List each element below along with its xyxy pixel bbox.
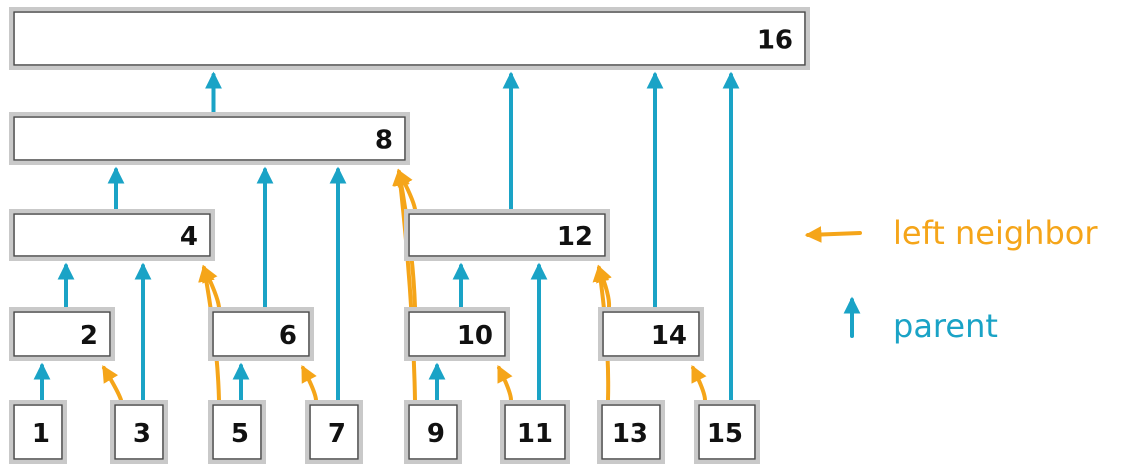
- neighbor-edge-11-to-10: [499, 368, 511, 400]
- node-7-label: 7: [327, 419, 346, 449]
- node-1-label: 1: [31, 419, 50, 449]
- node-12: [407, 212, 607, 258]
- node-14-label: 14: [650, 321, 687, 351]
- node-4: [12, 212, 212, 258]
- node-15-label: 15: [706, 419, 743, 449]
- neighbor-edge-7-to-6: [303, 368, 316, 400]
- node-15: [697, 403, 757, 461]
- node-9-label: 9: [426, 419, 445, 449]
- node-16-box: [12, 10, 807, 67]
- node-14: [601, 310, 701, 358]
- node-6-label: 6: [278, 321, 297, 351]
- node-16-label: 16: [756, 25, 793, 56]
- boxes-layer: [12, 10, 807, 461]
- node-6: [211, 310, 311, 358]
- node-1: [12, 403, 64, 461]
- legend: [808, 214, 1098, 345]
- node-3-label: 3: [132, 419, 151, 449]
- node-5: [211, 403, 263, 461]
- neighbor-edge-15-to-14: [693, 368, 705, 400]
- node-11: [503, 403, 567, 461]
- node-2: [12, 310, 112, 358]
- node-7: [308, 403, 360, 461]
- neighbor-edge-3-to-2: [104, 368, 121, 400]
- node-10: [407, 310, 507, 358]
- node-8: [12, 115, 407, 162]
- legend-neighbor-label: left neighbor: [893, 214, 1098, 252]
- node-11-label: 11: [516, 419, 553, 449]
- node-4-label: 4: [179, 222, 198, 252]
- node-10-label: 10: [456, 321, 493, 351]
- node-2-label: 2: [79, 321, 98, 351]
- node-3: [113, 403, 165, 461]
- node-9: [407, 403, 459, 461]
- legend-parent-label: parent: [893, 307, 998, 345]
- node-8-box: [12, 115, 407, 162]
- node-13-label: 13: [611, 419, 648, 449]
- node-12-label: 12: [556, 222, 593, 252]
- node-13: [600, 403, 662, 461]
- node-16: [12, 10, 807, 67]
- node-5-label: 5: [230, 419, 249, 449]
- node-8-label: 8: [374, 125, 393, 156]
- legend-neighbor-arrow: [808, 233, 860, 235]
